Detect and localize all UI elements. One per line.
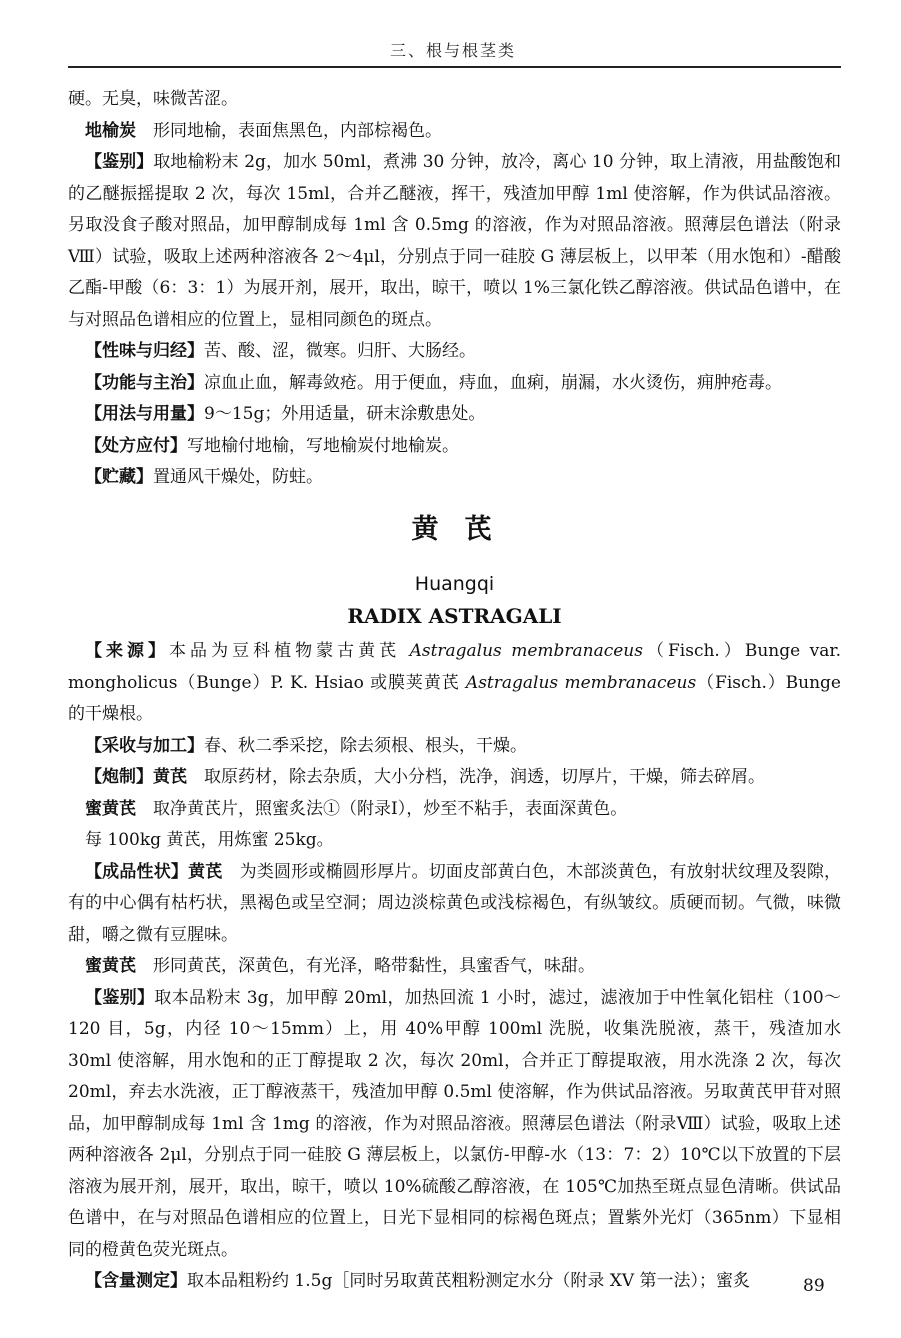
source-label: 【来源】 [85,641,170,661]
ident-paragraph [68,983,841,1267]
prod-honey-text: 形同黄芪，深黄色，有光泽，略带黏性，具蜜香气，味甜。 [136,956,595,976]
entry-title: 黄芪 [411,513,518,545]
prev-ident-paragraph [68,147,841,336]
taste-paragraph [68,336,841,368]
honey-label: 蜜黄芪 [85,798,136,819]
taste-label: 【性味与归经】 [85,341,204,361]
proc-sub-label: 黄芪 [153,767,187,787]
honey-paragraph [68,794,841,826]
dose-paragraph [68,399,841,431]
charcoal-text: 形同地榆，表面焦黑色，内部棕褐色。 [136,120,442,141]
harvest-text: 春、秋二季采挖，除去须根、根头，干燥。 [204,735,527,756]
func-paragraph [68,368,841,400]
source-paragraph [68,636,841,731]
proc-text: 取原药材，除去杂质，大小分档，洗净，润透，切厚片，干燥，筛去碎屑。 [187,767,765,787]
source-text-a: 本品为豆科植物蒙古黄芪 [169,641,410,661]
entry-latin-name: RADIX ASTRAGALI [347,603,562,628]
rx-text: 写地榆付地榆，写地榆炭付地榆炭。 [187,435,459,456]
store-text: 置通风干燥处，防蛀。 [153,467,323,487]
charcoal-paragraph [68,116,841,148]
store-paragraph [68,462,841,494]
proc-label: 【炮制】 [85,767,153,787]
species-name-1: Astragalus membranaceus [409,641,643,661]
rx-label: 【处方应付】 [85,435,187,456]
assay-label: 【含量测定】 [85,1271,187,1291]
honey-ratio: 每 100kg 黄芪，用炼蜜 25kg。 [85,830,334,850]
prod-label: 【成品性状】 [85,861,189,882]
running-header: 三、根与根茎类 [389,41,516,60]
proc-paragraph [68,762,841,794]
prod-honey-label: 蜜黄芪 [85,956,136,976]
charcoal-label: 地榆炭 [85,120,136,141]
source-text-c: （Fisch.）Bunge 的干燥根。 [68,672,841,724]
honey-text: 取净黄芪片，照蜜炙法①（附录Ⅰ），炒至不粘手，表面深黄色。 [136,798,628,819]
prod-honey-paragraph [68,951,841,983]
taste-text: 苦、酸、涩，微寒。归肝、大肠经。 [204,341,476,361]
rx-paragraph [68,431,841,463]
species-name-2: Astragalus membranaceus [465,672,697,693]
prev-ident-text: 取地榆粉末 2g，加水 50ml，煮沸 30 分钟，放冷，离心 10 分钟，取上清液，用盐酸饱和的乙醚振摇提取 2 次，每次 15ml，合并乙醚液，挥干，残渣加甲醇 1ml 使溶解，作为供试品溶液。另取没食子酸对照品，加甲醇制成每 1ml 含 0.5mg 的溶液，作为对照品溶液。照薄层色谱法（附录Ⅷ）试验，吸取上述两种溶液各 2～4μl，分别点于同一硅胶 G 薄层板上，以甲苯（用水饱和）-醋酸乙酯-甲酸（6：3：1）为展开剂，展开，取出，晾干，喷以 1%三氯化铁乙醇溶液。供试品色谱中，在与对照品色谱相应的位置上，显相同颜色的斑点。 [68,152,842,330]
page-number: 89 [803,1276,825,1296]
dose-label: 【用法与用量】 [85,404,204,424]
source-text-b: （Fisch.）Bunge var. mongholicus（Bunge）P. K. Hsiao 或膜荚黄芪 [68,641,841,693]
store-label: 【贮藏】 [85,467,153,487]
page-body [68,84,841,1298]
assay-paragraph [68,1266,841,1298]
header-rule [68,66,841,68]
prod-sub-label: 黄芪 [188,861,223,882]
prev-ident-label: 【鉴别】 [85,152,154,172]
entry-pinyin: Huangqi [414,573,495,595]
prod-paragraph [68,857,841,952]
ident-text: 取本品粉末 3g，加甲醇 20ml，加热回流 1 小时，滤过，滤液加于中性氧化铝柱（100～120 目，5g，内径 10～15mm）上，用 40%甲醇 100ml 洗脱，收集洗脱液，蒸干，残渣加水 30ml 使溶解，用水饱和的正丁醇提取 2 次，每次 20ml，合并正丁醇提取液，用水洗涤 2 次，每次 20ml，弃去水洗液，正丁醇液蒸干，残渣加甲醇 0.5ml 使溶解，作为供试品溶液。另取黄芪甲苷对照品，加甲醇制成每 1ml 含 1mg 的溶液，作为对照品溶液。照薄层色谱法（附录Ⅷ）试验，吸取上述两种溶液各 2μl，分别点于同一硅胶 G 薄层板上，以氯仿-甲醇-水（13：7：2）10℃以下放置的下层溶液为展开剂，展开，取出，晾干，喷以 10%硫酸乙醇溶液，在 105℃加热至斑点显色清晰。供试品色谱中，在与对照品色谱相应的位置上，日光下显相同的棕褐色斑点；置紫外光灯（365nm）下显相同的橙黄色荧光斑点。 [68,987,842,1260]
dose-text: 9～15g；外用适量，研末涂敷患处。 [204,404,486,424]
func-text: 凉血止血，解毒敛疮。用于便血，痔血，血痢，崩漏，水火烫伤，痈肿疮毒。 [204,372,782,393]
prod-text: 为类圆形或椭圆形厚片。切面皮部黄白色，木部淡黄色，有放射状纹理及裂隙，有的中心偶有枯朽状，黑褐色或呈空洞；周边淡棕黄色或浅棕褐色，有纵皱纹。质硬而韧。气微，味微甜，嚼之微有豆腥味。 [68,861,842,945]
func-label: 【功能与主治】 [85,372,204,393]
ident-label: 【鉴别】 [85,987,155,1008]
harvest-label: 【采收与加工】 [85,735,204,756]
prev-line1: 硬。无臭，味微苦涩。 [68,89,238,109]
assay-text: 取本品粗粉约 1.5g［同时另取黄芪粗粉测定水分（附录 XV 第一法）；蜜炙 [187,1271,751,1291]
harvest-paragraph [68,731,841,763]
